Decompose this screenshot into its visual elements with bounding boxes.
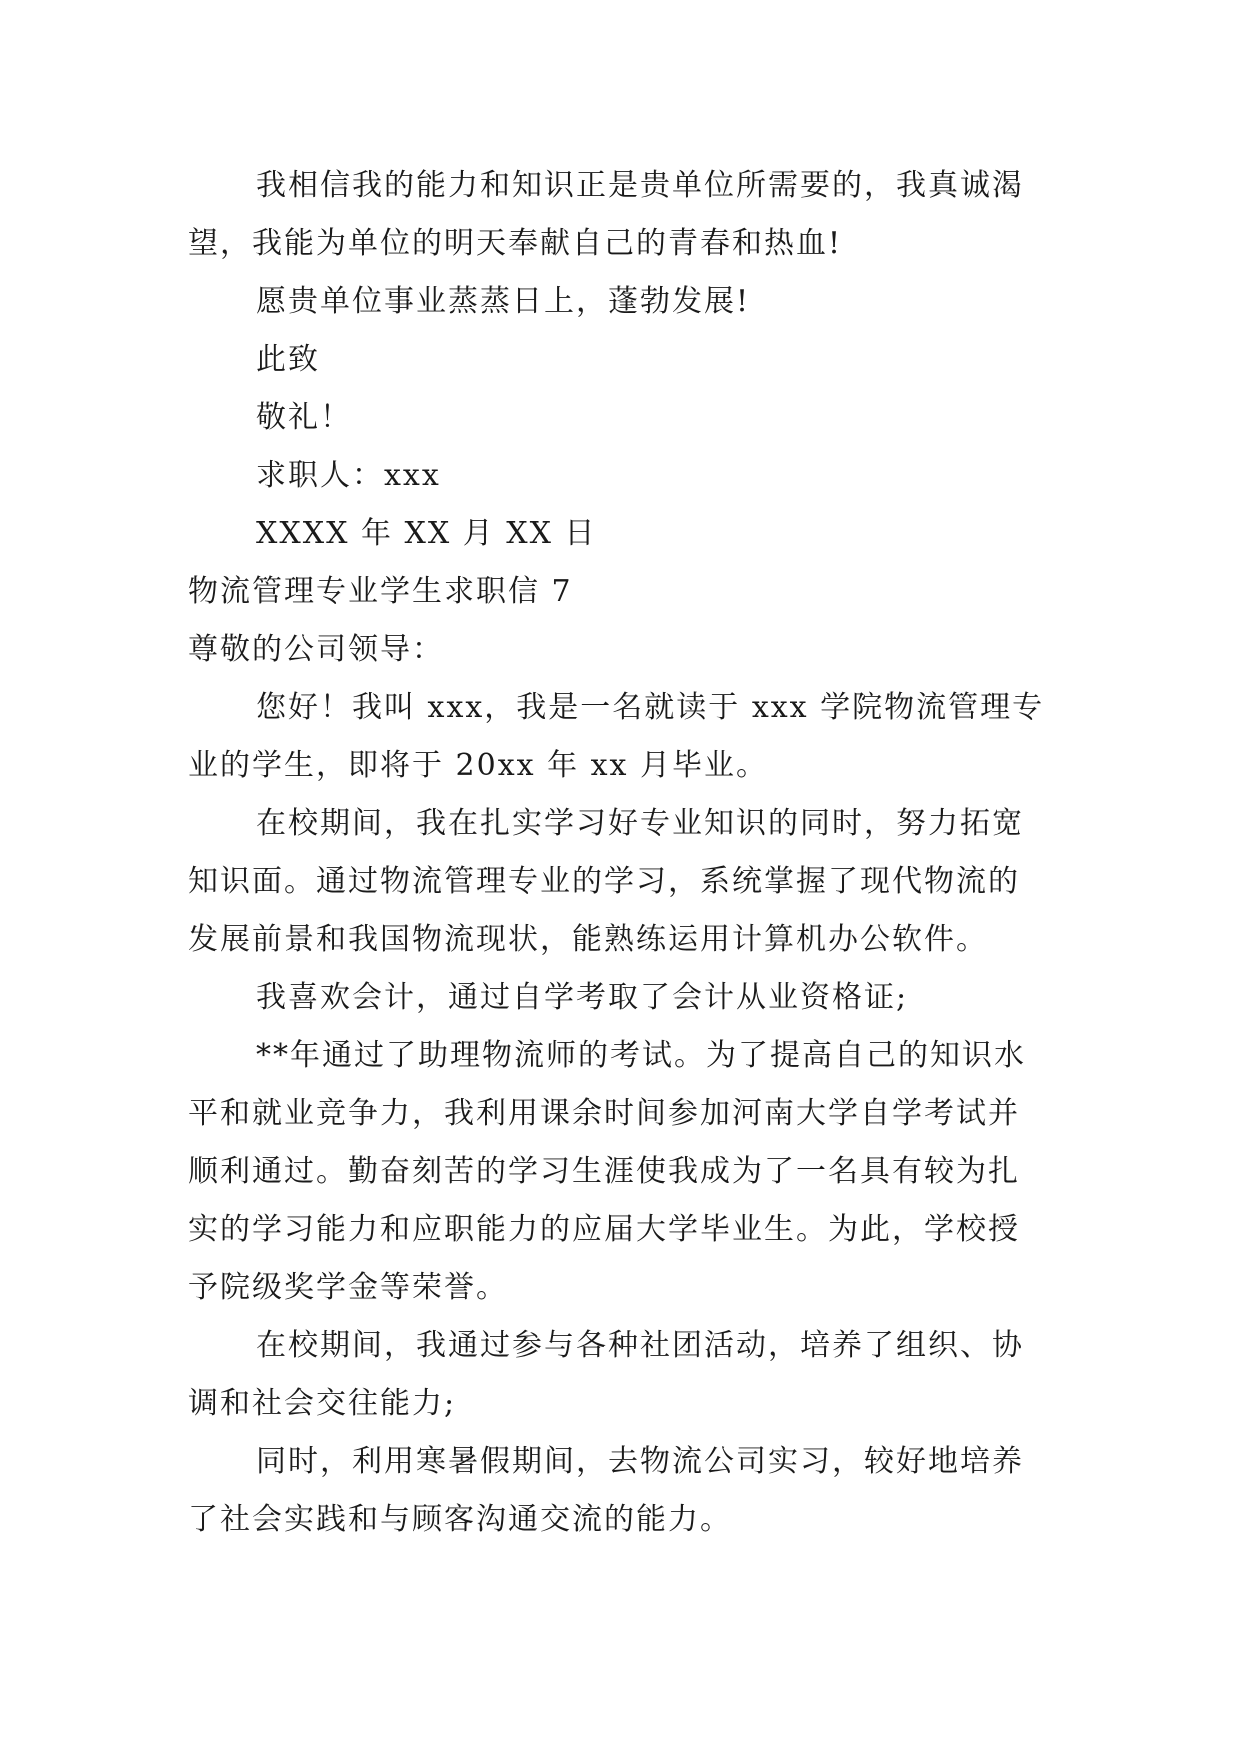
text-line: 我喜欢会计，通过自学考取了会计从业资格证; (256, 980, 909, 1015)
text-line: 在校期间，我通过参与各种社团活动，培养了组织、协 (256, 1328, 1024, 1363)
text-line: 予院级奖学金等荣誉。 (188, 1270, 508, 1305)
greeting: 尊敬的公司领导： (188, 632, 444, 667)
text-line: 知识面。通过物流管理专业的学习，系统掌握了现代物流的 (188, 864, 1020, 899)
text-line: 愿贵单位事业蒸蒸日上，蓬勃发展! (256, 284, 751, 319)
text-line: 顺利通过。勤奋刻苦的学习生涯使我成为了一名具有较为扎 (188, 1154, 1020, 1189)
text-line: 实的学习能力和应职能力的应届大学毕业生。为此，学校授 (188, 1212, 1020, 1247)
text-line: 同时，利用寒暑假期间，去物流公司实习，较好地培养 (256, 1444, 1024, 1479)
text-line: 调和社会交往能力; (188, 1386, 457, 1421)
closing-regards: 敬礼！ (256, 400, 352, 435)
text-line: 望，我能为单位的明天奉献自己的青春和热血! (188, 226, 843, 261)
letter-heading: 物流管理专业学生求职信 7 (188, 574, 573, 609)
applicant-signature: 求职人：xxx (256, 458, 441, 493)
text-line: 发展前景和我国物流现状，能熟练运用计算机办公软件。 (188, 922, 988, 957)
text-line: **年通过了助理物流师的考试。为了提高自己的知识水 (256, 1038, 1026, 1073)
letter-date: XXXX 年 XX 月 XX 日 (256, 516, 597, 551)
text-line: 我相信我的能力和知识正是贵单位所需要的，我真诚渴 (256, 168, 1024, 203)
closing-salutation: 此致 (256, 342, 320, 377)
text-line: 了社会实践和与顾客沟通交流的能力。 (188, 1502, 732, 1537)
text-line: 您好！我叫 xxx，我是一名就读于 xxx 学院物流管理专 (256, 690, 1045, 725)
text-line: 平和就业竞争力，我利用课余时间参加河南大学自学考试并 (188, 1096, 1020, 1131)
text-line: 业的学生，即将于 20xx 年 xx 月毕业。 (188, 748, 768, 783)
text-line: 在校期间，我在扎实学习好专业知识的同时，努力拓宽 (256, 806, 1024, 841)
